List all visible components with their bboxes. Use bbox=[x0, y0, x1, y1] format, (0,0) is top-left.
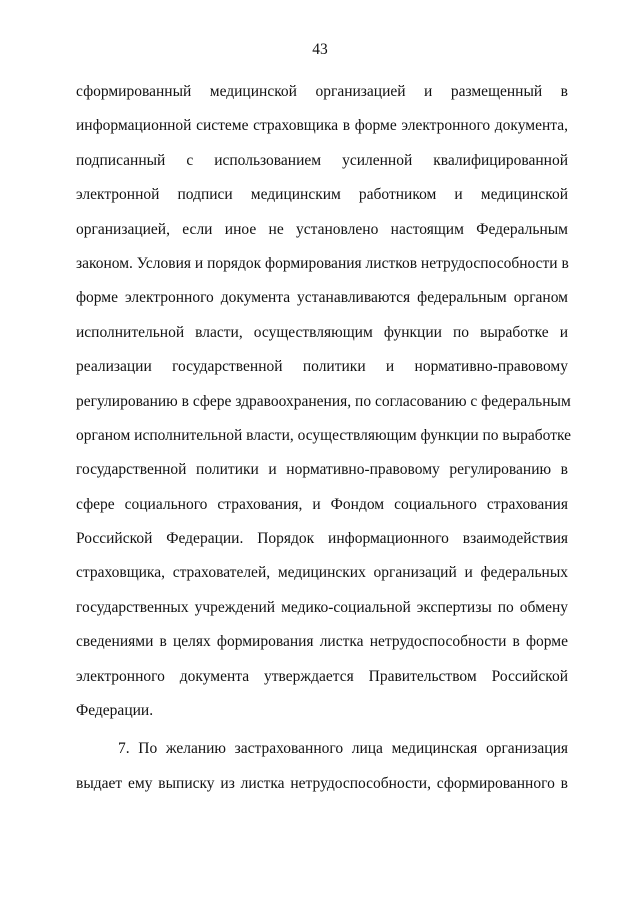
paragraph-2 bbox=[76, 739, 568, 808]
text-line: сведениями в целях формирования листка нетрудоспособности в форме bbox=[76, 633, 568, 651]
text-line: сформированный медицинской организацией и размещенный в bbox=[76, 83, 568, 100]
text-line: реализации государственной политики и нормативно-правовому bbox=[76, 358, 568, 376]
text-line: Федерации. bbox=[76, 702, 154, 720]
text-line: государственной политики и нормативно-правовому регулированию в bbox=[76, 461, 568, 479]
text-line: форме электронного документа устанавливаются федеральным органом bbox=[76, 289, 568, 307]
text-line: выдает ему выписку из листка нетрудоспособности, сформированного в bbox=[76, 774, 568, 792]
text-line: электронного документа утверждается Правительством Российской bbox=[76, 667, 568, 685]
text-line: электронной подписи медицинским работником и медицинской bbox=[76, 186, 568, 204]
text-line: законом. Условия и порядок формирования листков нетрудоспособности в bbox=[76, 254, 569, 272]
text-line: подписанный с использованием усиленной квалифицированной bbox=[76, 151, 568, 169]
text-line: регулированию в сфере здравоохранения, по согласованию с федеральным bbox=[76, 392, 571, 410]
text-line: исполнительной власти, осуществляющим функции по выработке и bbox=[76, 323, 568, 341]
document-body bbox=[76, 82, 572, 808]
text-line: 7. По желанию застрахованного лица медицинская организация bbox=[118, 740, 568, 758]
text-line: сфере социального страхования, и Фондом социального страхования bbox=[76, 495, 568, 513]
text-line: информационной системе страховщика в форме электронного документа, bbox=[76, 117, 568, 135]
text-line: органом исполнительной власти, осуществляющим функции по выработке bbox=[76, 426, 572, 444]
text-line: Российской Федерации. Порядок информационного взаимодействия bbox=[76, 530, 568, 548]
paragraph-1 bbox=[76, 82, 572, 735]
text-line: организацией, если иное не установлено настоящим Федеральным bbox=[76, 220, 568, 238]
text-line: государственных учреждений медико-социальной экспертизы по обмену bbox=[76, 598, 568, 616]
text-line: страховщика, страхователей, медицинских организаций и федеральных bbox=[76, 564, 568, 582]
page-number: 43 bbox=[312, 41, 328, 58]
